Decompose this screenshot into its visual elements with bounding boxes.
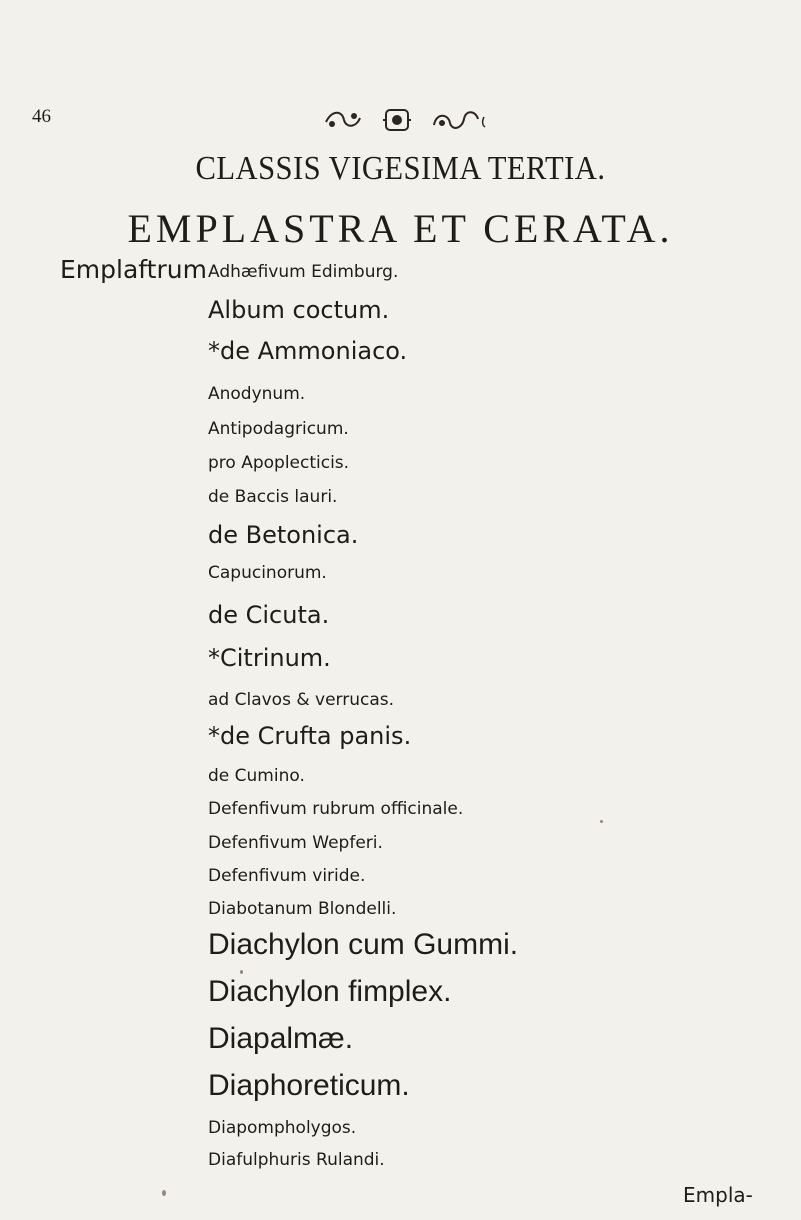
fleuron-right-icon [430,107,490,133]
list-item: pro Apoplecticis. [208,453,350,473]
list-item: de Cumino. [208,766,305,786]
list-item: Defenfivum rubrum officinale. [208,799,464,819]
list-item: Diapalmæ. [208,1022,354,1055]
list-item: Diaphoreticum. [208,1069,410,1102]
list-item: Diachylon cum Gummi. [208,928,519,961]
fleuron-left-icon [322,108,364,132]
list-item: Album coctum. [208,296,390,324]
list-item: ad Clavos & verrucas. [208,690,395,710]
paper-speck [240,970,243,974]
class-heading: CLASSIS VIGESIMA TERTIA. [195,150,606,187]
list-item: de Betonica. [208,521,359,549]
section-title: EMPLASTRA ET CERATA. [127,206,674,251]
list-item: Anodynum. [208,384,306,404]
list-item: Antipodagricum. [208,419,349,439]
list-item: de Baccis lauri. [208,487,338,507]
list-item: Diabotanum Blondelli. [208,899,397,919]
list-item: *de Ammoniaco. [208,337,408,365]
list-item: Defenfivum viride. [208,866,366,886]
list-item: Adhæfivum Edimburg. [208,262,399,282]
fleuron-center-icon [382,106,412,134]
page-number: 46 [32,106,51,127]
catchword: Empla- [683,1183,753,1207]
list-item: de Cicuta. [208,601,330,629]
list-item: Capucinorum. [208,563,327,583]
list-item: Diafulphuris Rulandi. [208,1150,385,1170]
list-item: *Citrinum. [208,644,331,672]
list-item: *de Crufta panis. [208,722,412,750]
list-item: Diachylon fimplex. [208,975,452,1008]
head-word: Emplaftrum [60,255,207,284]
list-item: Defenfivum Wepferi. [208,833,383,853]
printer-ornament [322,106,490,134]
paper-speck [162,1190,166,1196]
list-item: Diapompholygos. [208,1118,357,1138]
paper-speck [600,820,603,823]
